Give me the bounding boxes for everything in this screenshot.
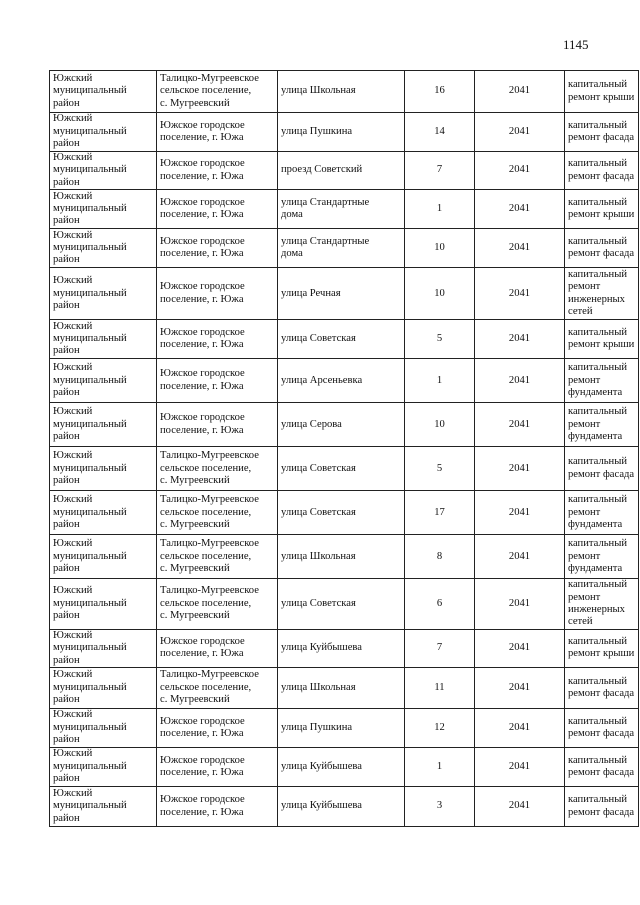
district-cell: Южский муниципальный район — [50, 787, 157, 827]
district-cell: Южский муниципальный район — [50, 535, 157, 579]
table-row — [50, 447, 639, 491]
settlement-cell: Талицко-Мугреевское сельское поселение, с. Мугреевский — [157, 491, 278, 535]
year-cell: 2041 — [475, 190, 565, 229]
house-number-cell: 7 — [405, 152, 475, 190]
year-cell: 2041 — [475, 787, 565, 827]
work-type-cell: капитальный ремонт фундамента — [565, 403, 639, 447]
year-cell: 2041 — [475, 579, 565, 630]
district-cell: Южский муниципальный район — [50, 491, 157, 535]
settlement-cell: Южское городское поселение, г. Южа — [157, 152, 278, 190]
street-cell: улица Пушкина — [278, 709, 405, 748]
house-number-cell: 16 — [405, 71, 475, 113]
settlement-cell: Южское городское поселение, г. Южа — [157, 709, 278, 748]
house-number-cell: 10 — [405, 268, 475, 320]
work-type-cell: капитальный ремонт фундамента — [565, 491, 639, 535]
street-cell: улица Советская — [278, 320, 405, 359]
table-row — [50, 629, 639, 667]
year-cell: 2041 — [475, 320, 565, 359]
work-type-cell: капитальный ремонт фасада — [565, 113, 639, 152]
table-row — [50, 709, 639, 748]
settlement-cell: Южское городское поселение, г. Южа — [157, 403, 278, 447]
house-number-cell: 11 — [405, 668, 475, 709]
year-cell: 2041 — [475, 71, 565, 113]
street-cell: улица Советская — [278, 579, 405, 630]
street-cell: улица Пушкина — [278, 113, 405, 152]
settlement-cell: Южское городское поселение, г. Южа — [157, 320, 278, 359]
table-row — [50, 71, 639, 113]
house-number-cell: 12 — [405, 709, 475, 748]
table-row — [50, 403, 639, 447]
work-type-cell: капитальный ремонт фасада — [565, 447, 639, 491]
work-type-cell: капитальный ремонт фасада — [565, 787, 639, 827]
street-cell: улица Школьная — [278, 535, 405, 579]
street-cell: улица Речная — [278, 268, 405, 320]
table-row — [50, 190, 639, 229]
work-type-cell: капитальный ремонт фасада — [565, 709, 639, 748]
year-cell: 2041 — [475, 113, 565, 152]
work-type-cell: капитальный ремонт крыши — [565, 320, 639, 359]
settlement-cell: Южское городское поселение, г. Южа — [157, 787, 278, 827]
settlement-cell: Южское городское поселение, г. Южа — [157, 190, 278, 229]
work-type-cell: капитальный ремонт крыши — [565, 190, 639, 229]
street-cell: улица Советская — [278, 447, 405, 491]
settlement-cell: Талицко-Мугреевское сельское поселение, с. Мугреевский — [157, 71, 278, 113]
settlement-cell: Талицко-Мугреевское сельское поселение, с. Мугреевский — [157, 535, 278, 579]
settlement-cell: Южское городское поселение, г. Южа — [157, 268, 278, 320]
table-row — [50, 359, 639, 403]
district-cell: Южский муниципальный район — [50, 190, 157, 229]
house-number-cell: 8 — [405, 535, 475, 579]
work-type-cell: капитальный ремонт фасада — [565, 668, 639, 709]
year-cell: 2041 — [475, 152, 565, 190]
table-row — [50, 320, 639, 359]
district-cell: Южский муниципальный район — [50, 268, 157, 320]
district-cell: Южский муниципальный район — [50, 629, 157, 667]
settlement-cell: Южское городское поселение, г. Южа — [157, 113, 278, 152]
table-row — [50, 229, 639, 268]
year-cell: 2041 — [475, 709, 565, 748]
house-number-cell: 10 — [405, 229, 475, 268]
street-cell: улица Стандартные дома — [278, 190, 405, 229]
district-cell: Южский муниципальный район — [50, 320, 157, 359]
work-type-cell: капитальный ремонт крыши — [565, 71, 639, 113]
table-row — [50, 535, 639, 579]
district-cell: Южский муниципальный район — [50, 113, 157, 152]
house-number-cell: 7 — [405, 629, 475, 667]
work-type-cell: капитальный ремонт крыши — [565, 629, 639, 667]
year-cell: 2041 — [475, 229, 565, 268]
year-cell: 2041 — [475, 403, 565, 447]
table-body — [50, 71, 639, 827]
work-type-cell: капитальный ремонт инженерных сетей — [565, 268, 639, 320]
house-number-cell: 3 — [405, 787, 475, 827]
district-cell: Южский муниципальный район — [50, 152, 157, 190]
district-cell: Южский муниципальный район — [50, 447, 157, 491]
table-row — [50, 748, 639, 787]
district-cell: Южский муниципальный район — [50, 709, 157, 748]
settlement-cell: Южское городское поселение, г. Южа — [157, 748, 278, 787]
table-row — [50, 579, 639, 630]
table-row — [50, 113, 639, 152]
settlement-cell: Талицко-Мугреевское сельское поселение, с. Мугреевский — [157, 579, 278, 630]
house-number-cell: 6 — [405, 579, 475, 630]
street-cell: улица Советская — [278, 491, 405, 535]
street-cell: улица Арсеньевка — [278, 359, 405, 403]
house-number-cell: 5 — [405, 447, 475, 491]
year-cell: 2041 — [475, 268, 565, 320]
street-cell: улица Серова — [278, 403, 405, 447]
year-cell: 2041 — [475, 491, 565, 535]
work-type-cell: капитальный ремонт фасада — [565, 152, 639, 190]
work-type-cell: капитальный ремонт фасада — [565, 748, 639, 787]
settlement-cell: Южское городское поселение, г. Южа — [157, 629, 278, 667]
street-cell: улица Куйбышева — [278, 787, 405, 827]
table-row — [50, 268, 639, 320]
house-number-cell: 5 — [405, 320, 475, 359]
year-cell: 2041 — [475, 629, 565, 667]
house-number-cell: 1 — [405, 190, 475, 229]
work-type-cell: капитальный ремонт фасада — [565, 229, 639, 268]
district-cell: Южский муниципальный район — [50, 359, 157, 403]
year-cell: 2041 — [475, 447, 565, 491]
table-row — [50, 152, 639, 190]
house-number-cell: 1 — [405, 748, 475, 787]
year-cell: 2041 — [475, 748, 565, 787]
year-cell: 2041 — [475, 535, 565, 579]
table-row — [50, 668, 639, 709]
page-number: 1145 — [563, 37, 589, 52]
district-cell: Южский муниципальный район — [50, 668, 157, 709]
house-number-cell: 17 — [405, 491, 475, 535]
street-cell: улица Куйбышева — [278, 629, 405, 667]
district-cell: Южский муниципальный район — [50, 71, 157, 113]
year-cell: 2041 — [475, 668, 565, 709]
house-number-cell: 14 — [405, 113, 475, 152]
street-cell: улица Школьная — [278, 71, 405, 113]
street-cell: проезд Советский — [278, 152, 405, 190]
settlement-cell: Южское городское поселение, г. Южа — [157, 359, 278, 403]
work-type-cell: капитальный ремонт фундамента — [565, 535, 639, 579]
street-cell: улица Школьная — [278, 668, 405, 709]
street-cell: улица Куйбышева — [278, 748, 405, 787]
district-cell: Южский муниципальный район — [50, 229, 157, 268]
work-type-cell: капитальный ремонт фундамента — [565, 359, 639, 403]
district-cell: Южский муниципальный район — [50, 748, 157, 787]
table-row — [50, 787, 639, 827]
district-cell: Южский муниципальный район — [50, 579, 157, 630]
district-cell: Южский муниципальный район — [50, 403, 157, 447]
house-number-cell: 10 — [405, 403, 475, 447]
table-row — [50, 491, 639, 535]
settlement-cell: Талицко-Мугреевское сельское поселение, с. Мугреевский — [157, 668, 278, 709]
settlement-cell: Талицко-Мугреевское сельское поселение, с. Мугреевский — [157, 447, 278, 491]
street-cell: улица Стандартные дома — [278, 229, 405, 268]
work-type-cell: капитальный ремонт инженерных сетей — [565, 579, 639, 630]
repair-program-table — [49, 70, 639, 827]
settlement-cell: Южское городское поселение, г. Южа — [157, 229, 278, 268]
house-number-cell: 1 — [405, 359, 475, 403]
year-cell: 2041 — [475, 359, 565, 403]
